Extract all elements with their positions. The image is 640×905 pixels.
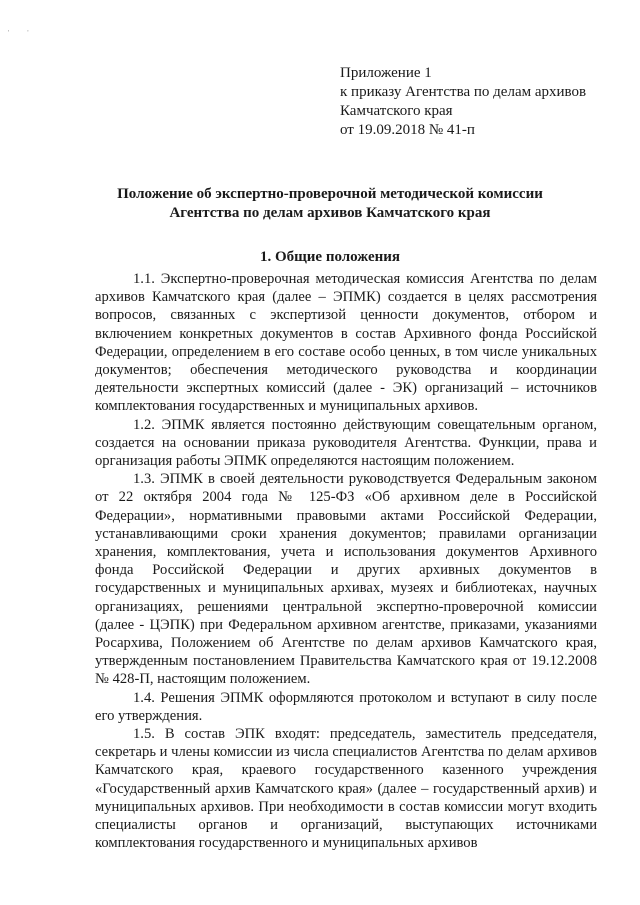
paragraph-1-3: 1.3. ЭПМК в своей деятельности руководствуется Федеральным законом от 22 октября 2004 года № 125-ФЗ «Об архивном деле в Российской Федерации», нормативными правовыми актами Российской Федерации, устанавливающими сроки хранения документов; правилами организации хранения, комплектования, учета и использования документов Архивного фонда Российской Федерации и других архивных документов в государственных и муниципальных архивах, музеях и библиотеках, научных организациях, решениями центральной экспертно-проверочной комиссии (далее - ЦЭПК) при Федеральном архивном агентстве, приказами, указаниями Росархива, Положением об Агентстве по делам архивов Камчатского края, утвержденным постановлением Правительства Камчатского края от 19.12.2008 № 428-П, настоящим положением. — [95, 471, 597, 688]
paragraph-1-4: 1.4. Решения ЭПМК оформляются протоколом и вступают в силу после его утверждения. — [95, 689, 597, 724]
paragraph-1-1: 1.1. Экспертно-проверочная методическая комиссия Агентства по делам архивов Камчатского края (далее – ЭПМК) создается в целях рассмотрения вопросов, связанных с экспертизой ценности документов, отбором и включением конкретных документов в состав Архивного фонда Российской Федерации, определением в его составе особо ценных, в том числе уникальных документов; обеспечения методического руководства и координации деятельности экспертных комиссий (далее - ЭК) организаций – источников комплектования государственных и муниципальных архивов. — [95, 271, 597, 415]
paragraph-1-5: 1.5. В состав ЭПК входят: председатель, заместитель председателя, секретарь и члены комиссии из числа специалистов Агентства по делам архивов Камчатского края, краевого государственного казенного учреждения «Государственный архив Камчатского края» (далее – государственный архив) и муниципальных архивов. При необходимости в состав комиссии могут входить специалисты органов и организаций, выступающих источниками комплектования государственного и муниципальных архивов — [95, 726, 597, 852]
title-line-2: Агентства по делам архивов Камчатского края — [169, 205, 491, 221]
appendix-line-2: к приказу Агентства по делам архивов — [340, 84, 587, 100]
corner-scan-marks: ' ' — [8, 30, 37, 37]
appendix-line-4: от 19.09.2018 № 41-п — [340, 122, 475, 138]
title-line-1: Положение об экспертно-проверочной методической комиссии — [117, 186, 543, 202]
document-title — [60, 185, 600, 223]
document-body — [95, 270, 597, 853]
appendix-block — [340, 64, 630, 140]
paragraph-1-2: 1.2. ЭПМК является постоянно действующим совещательным органом, создается на основании приказа руководителя Агентства. Функции, права и организация работы ЭПМК определяются настоящим положением. — [95, 416, 597, 470]
section-heading: 1. Общие положения — [259, 249, 401, 265]
appendix-line-3: Камчатского края — [340, 103, 453, 119]
appendix-line-1: Приложение 1 — [340, 65, 432, 81]
